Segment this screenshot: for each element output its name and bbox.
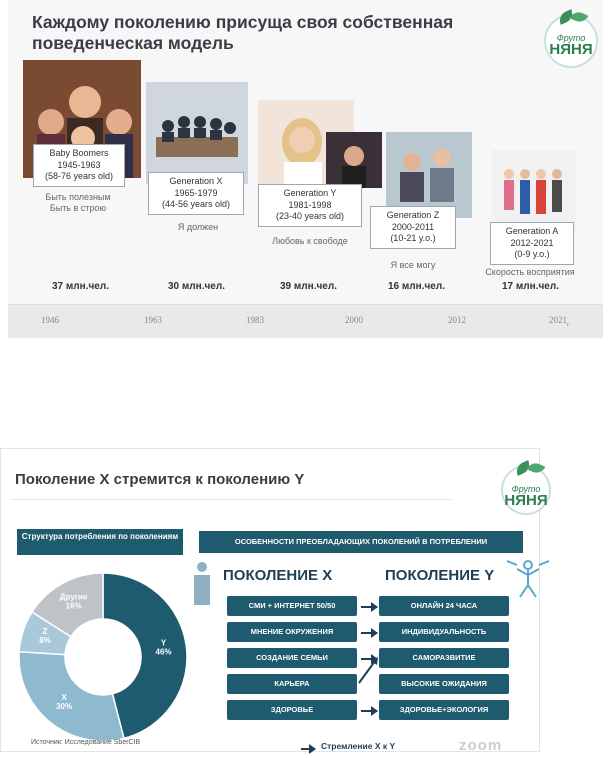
timeline-year: 1946 (41, 315, 59, 325)
slide-generations (8, 0, 603, 338)
motto-baby-boomers: Быть полезным Быть в строю (45, 192, 111, 213)
population-generation-z: 16 млн.чел. (388, 281, 445, 292)
timeline-year: 2000 (345, 315, 363, 325)
motto-generation-a: Скорость восприятия (485, 267, 575, 277)
timeline-year: $2021_г$ (549, 315, 570, 328)
timeline-year: 1963 (144, 315, 162, 325)
gen-y-feature-item: ЗДОРОВЬЕ+ЭКОЛОГИЯ (379, 700, 509, 720)
gen-y-feature-item: САМОРАЗВИТИЕ (379, 648, 509, 668)
gen-card-baby-boomers: Baby Boomers 1945-1963 (58-76 years old) (33, 144, 125, 187)
donut-label-y: Y 46% (155, 638, 172, 657)
donut-label-x: X 30% (56, 693, 73, 712)
legend-arrow-icon (301, 748, 315, 750)
timeline-year: 2012 (448, 315, 466, 325)
population-generation-x: 30 млн.чел. (168, 281, 225, 292)
donut-label-другие: Другие 16% (59, 592, 88, 611)
slide2-title: Поколение X стремится к поколению Y (15, 471, 305, 488)
donut-slice-x (19, 652, 124, 741)
slide-gen-x-to-y (0, 448, 548, 754)
fruto-nyanya-logo: Фруто НЯНЯ (501, 465, 551, 515)
gen-y-heading: ПОКОЛЕНИЕ Y (385, 567, 495, 584)
timeline-year: 1983 (246, 315, 264, 325)
population-baby-boomers: 37 млн.чел. (52, 281, 109, 292)
generation-y-teen-photo (326, 132, 382, 188)
gen-card-generation-x: Generation X 1965-1979 (44-56 years old) (148, 172, 244, 215)
timeline-bar (8, 304, 603, 338)
population-generation-y: 39 млн.чел. (280, 281, 337, 292)
gen-x-feature-item: СМИ + ИНТЕРНЕТ 50/50 (227, 596, 357, 616)
legend (301, 740, 315, 758)
gen-y-feature-item: ИНДИВИДУАЛЬНОСТЬ (379, 622, 509, 642)
gen-x-feature-item: СОЗДАНИЕ СЕМЬИ (227, 648, 357, 668)
motto-generation-x: Я должен (177, 222, 219, 232)
gen-x-feature-item: МНЕНИЕ ОКРУЖЕНИЯ (227, 622, 357, 642)
zoom-watermark: zoom (459, 737, 503, 754)
legend-label: Стремление X к Y (321, 741, 396, 751)
diagonal-arrow-icon (357, 655, 381, 685)
arrow-icon (361, 710, 377, 712)
arrow-icon (361, 606, 377, 608)
leaf-icon (527, 460, 546, 476)
gen-x-feature-item: КАРЬЕРА (227, 674, 357, 694)
gen-x-heading: ПОКОЛЕНИЕ X (223, 567, 333, 584)
arrow-icon (361, 632, 377, 634)
gen-card-generation-a: Generation A 2012-2021 (0-9 y.o.) (490, 222, 574, 265)
features-label: ОСОБЕННОСТИ ПРЕОБЛАДАЮЩИХ ПОКОЛЕНИЙ В ПОТРЕБЛЕНИИ (199, 531, 523, 553)
gen-card-generation-z: Generation Z 2000-2011 (10-21 y.o.) (370, 206, 456, 249)
generation-x-photo (146, 82, 248, 184)
drone-person-icon (501, 555, 555, 605)
gen-card-generation-y: Generation Y 1981-1998 (23-40 years old) (258, 184, 362, 227)
gen-y-feature-item: ОНЛАЙН 24 ЧАСА (379, 596, 509, 616)
leaf-icon (570, 9, 589, 25)
fruto-nyanya-logo: Фруто НЯНЯ (544, 14, 598, 68)
gen-x-feature-item: ЗДОРОВЬЕ (227, 700, 357, 720)
source-note: Источник: Исследование SberCIB (31, 739, 141, 746)
title-underline (11, 499, 451, 500)
consumption-donut-chart (15, 569, 191, 745)
motto-generation-y: Любовь к свободе (272, 236, 348, 246)
donut-label-z: Z 8% (39, 627, 51, 646)
structure-label: Структура потребления по поколениям (17, 529, 183, 555)
population-generation-a: 17 млн.чел. (502, 281, 559, 292)
podium-icon (191, 561, 213, 607)
gen-y-feature-item: ВЫСОКИЕ ОЖИДАНИЯ (379, 674, 509, 694)
slide1-title: Каждому поколению присуща своя собственная поведенческая модель (32, 12, 454, 53)
motto-generation-z: Я все могу (390, 260, 436, 270)
